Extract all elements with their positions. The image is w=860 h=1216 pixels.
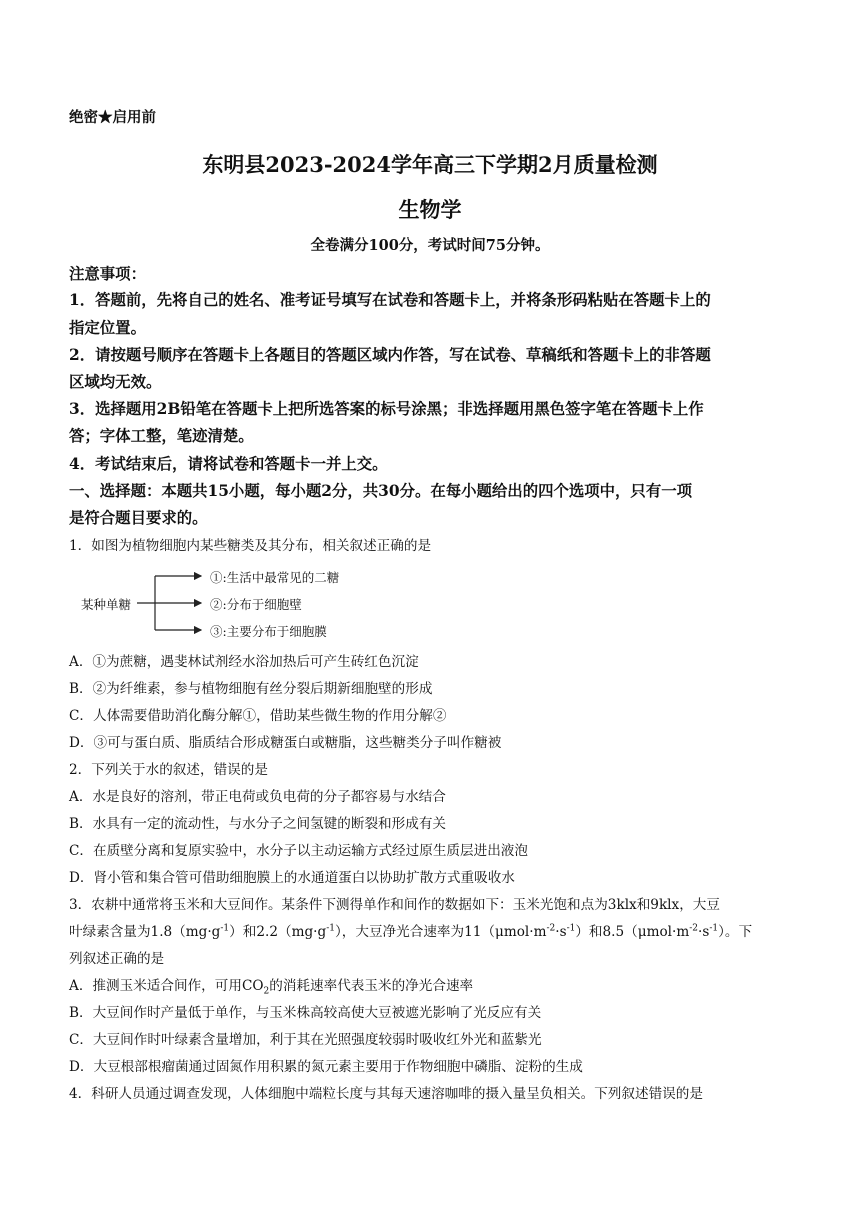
option-a (69, 974, 473, 997)
option-a-text: A．推测玉米适合间作，可用CO (69, 978, 264, 994)
q3-text: ）和2.2（mg·g (229, 924, 327, 940)
q3-sup: -1 (326, 923, 335, 934)
q3-text: ·s (698, 924, 710, 940)
option-a: A．①为蔗糖，遇斐林试剂经水浴加热后可产生砖红色沉淀 (69, 654, 419, 670)
q3-sup: -1 (709, 923, 719, 934)
q3-sup: -2 (546, 923, 556, 934)
notice-line: 4．考试结束后，请将试卷和答题卡一并上交。 (69, 455, 388, 473)
option-d: D．大豆根部根瘤菌通过固氮作用积累的氮元素主要用于作物细胞中磷脂、淀粉的生成 (69, 1059, 583, 1075)
option-a-text: 的消耗速率代表玉米的净光合速率 (269, 978, 474, 994)
question-3-stem: 3．农耕中通常将玉米和大豆间作。某条件下测得单作和间作的数据如下：玉米光饱和点为3klx和9klx，大豆 (69, 897, 720, 913)
option-c: C．在质壁分离和复原实验中，水分子以主动运输方式经过原生质层进出液泡 (69, 843, 528, 859)
option-c: C．人体需要借助消化酶分解①，借助某些微生物的作用分解② (69, 708, 447, 724)
exam-title: 东明县2023-2024学年高三下学期2月质量检测 (202, 152, 658, 177)
q3-text: ·s (555, 924, 567, 940)
diagram-branch-label: ②:分布于细胞壁 (210, 597, 302, 612)
notice-line: 指定位置。 (69, 319, 146, 337)
option-a: A．水是良好的溶剂，带正电荷或负电荷的分子都容易与水结合 (69, 789, 446, 805)
option-d: D．肾小管和集合管可借助细胞膜上的水通道蛋白以协助扩散方式重吸收水 (69, 870, 515, 886)
exam-info: 全卷满分100分，考试时间75分钟。 (310, 237, 550, 254)
option-c: C．大豆间作时叶绿素含量增加，利于其在光照强度较弱时吸收红外光和蓝紫光 (69, 1032, 542, 1048)
option-b: B．水具有一定的流动性，与水分子之间氢键的断裂和形成有关 (69, 816, 447, 832)
notice-line: 答；字体工整，笔迹清楚。 (69, 427, 254, 445)
sugar-diagram (69, 562, 369, 644)
q3-sup: -2 (689, 923, 698, 934)
notice-line: 区域均无效。 (69, 373, 162, 391)
q3-text: ）和8.5（μmol·m (575, 924, 690, 940)
diagram-root-label: 某种单糖 (81, 597, 132, 612)
secret-label: 绝密★启用前 (69, 109, 156, 126)
q3-text: ），大豆净光合速率为11（μmol·m (334, 924, 547, 940)
question-1-stem: 1．如图为植物细胞内某些糖类及其分布，相关叙述正确的是 (69, 538, 432, 554)
section-heading: 是符合题目要求的。 (69, 509, 208, 527)
question-2-stem: 2．下列关于水的叙述，错误的是 (69, 762, 268, 778)
question-3-stem: 列叙述正确的是 (69, 951, 165, 967)
question-4-stem: 4．科研人员通过调查发现，人体细胞中端粒长度与其每天速溶咖啡的摄入量呈负相关。下列叙述错误的是 (69, 1086, 703, 1102)
section-heading: 一、选择题：本题共15小题，每小题2分，共30分。在每小题给出的四个选项中，只有一项 (69, 482, 692, 500)
q3-text: ）。下 (718, 924, 753, 940)
notice-line: 2．请按题号顺序在答题卡上各题目的答题区域内作答，写在试卷、草稿纸和答题卡上的非答题 (69, 346, 711, 364)
notice-line: 3．选择题用2B铅笔在答题卡上把所选答案的标号涂黑；非选择题用黑色签字笔在答题卡上作 (69, 400, 704, 418)
diagram-branch-label: ①:生活中最常见的二糖 (210, 570, 340, 585)
q3-sup: -1 (566, 923, 576, 934)
q3-text: 叶绿素含量为1.8（mg·g (69, 924, 221, 940)
q3-sup: -1 (220, 923, 230, 934)
diagram-branch-label: ③:主要分布于细胞膜 (210, 624, 327, 639)
question-3-stem (69, 920, 752, 940)
notice-line: 1．答题前，先将自己的姓名、准考证号填写在试卷和答题卡上，并将条形码粘贴在答题卡上的 (69, 291, 711, 309)
option-b: B．②为纤维素，参与植物细胞有丝分裂后期新细胞壁的形成 (69, 681, 433, 697)
co2-subscript: 2 (263, 986, 270, 997)
subject-title: 生物学 (398, 197, 462, 222)
notice-heading: 注意事项： (69, 265, 146, 283)
option-b: B．大豆间作时产量低于单作，与玉米株高较高使大豆被遮光影响了光反应有关 (69, 1005, 542, 1021)
option-d: D．③可与蛋白质、脂质结合形成糖蛋白或糖脂，这些糖类分子叫作糖被 (69, 735, 502, 751)
